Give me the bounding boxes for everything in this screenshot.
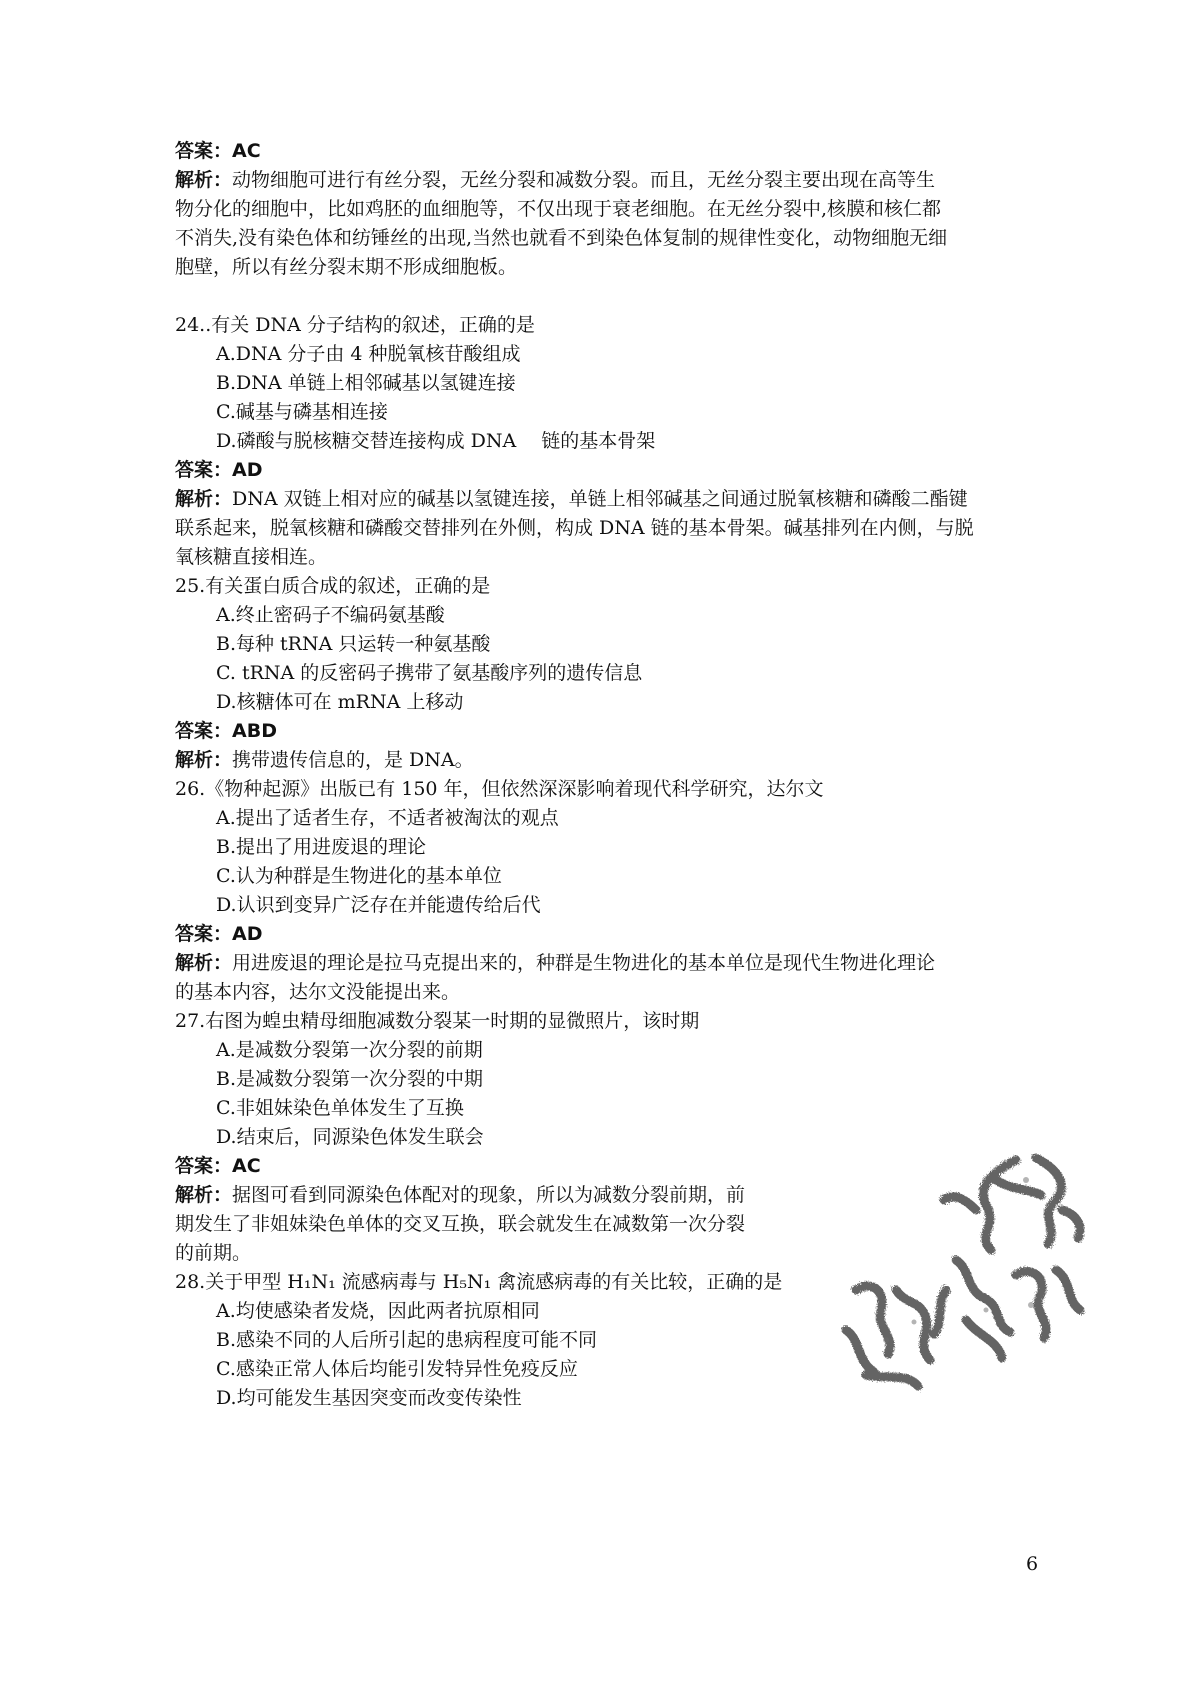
question-24-option-d: D.磷酸与脱核糖交替连接构成 DNA 链的基本骨架 <box>216 430 656 452</box>
question-25-option-a: A.终止密码子不编码氨基酸 <box>216 604 445 626</box>
answer-23 <box>175 137 261 165</box>
analysis-label: 解析： <box>175 1184 233 1206</box>
analysis-27-line-1 <box>175 1181 745 1209</box>
analysis-text: 用进废退的理论是拉马克提出来的，种群是生物进化的基本单位是现代生物进化理论 <box>232 952 936 974</box>
question-26-stem: 26.《物种起源》出版已有 150 年，但依然深深影响着现代科学研究，达尔文 <box>175 778 824 800</box>
analysis-text: 动物细胞可进行有丝分裂，无丝分裂和减数分裂。而且，无丝分裂主要出现在高等生 <box>232 169 936 191</box>
analysis-label: 解析： <box>175 169 233 191</box>
analysis-23-line-4: 胞壁，所以有丝分裂末期不形成细胞板。 <box>175 256 518 278</box>
answer-label: 答案： <box>175 720 233 742</box>
question-28-option-d: D.均可能发生基因突变而改变传染性 <box>216 1387 522 1409</box>
question-24-option-a: A.DNA 分子由 4 种脱氧核苷酸组成 <box>216 343 521 365</box>
analysis-26-line-1 <box>175 949 935 977</box>
chromosome-micrograph <box>826 1140 1096 1410</box>
question-27-option-b: B.是减数分裂第一次分裂的中期 <box>216 1068 484 1090</box>
question-26-option-b: B.提出了用进废退的理论 <box>216 836 427 858</box>
question-27-option-c: C.非姐妹染色单体发生了互换 <box>216 1097 464 1119</box>
analysis-label: 解析： <box>175 488 233 510</box>
question-24-option-b: B.DNA 单链上相邻碱基以氢键连接 <box>216 372 516 394</box>
question-27-option-d: D.结束后，同源染色体发生联会 <box>216 1126 484 1148</box>
question-26-option-d: D.认识到变异广泛存在并能遗传给后代 <box>216 894 541 916</box>
question-28-option-b: B.感染不同的人后所引起的患病程度可能不同 <box>216 1329 598 1351</box>
answer-24 <box>175 456 263 484</box>
analysis-27-line-3: 的前期。 <box>175 1242 252 1264</box>
answer-label: 答案： <box>175 1155 233 1177</box>
question-27-stem: 27.右图为蝗虫精母细胞减数分裂某一时期的显微照片，该时期 <box>175 1010 700 1032</box>
question-25-stem: 25.有关蛋白质合成的叙述，正确的是 <box>175 575 491 597</box>
question-25-option-d: D.核糖体可在 mRNA 上移动 <box>216 691 464 713</box>
question-24-stem: 24..有关 DNA 分子结构的叙述，正确的是 <box>175 314 535 336</box>
analysis-23-line-2: 物分化的细胞中，比如鸡胚的血细胞等，不仅出现于衰老细胞。在无丝分裂中,核膜和核仁都 <box>175 198 942 220</box>
answer-label: 答案： <box>175 140 233 162</box>
answer-value: AD <box>232 459 263 481</box>
question-28-option-a: A.均使感染者发烧，因此两者抗原相同 <box>216 1300 540 1322</box>
analysis-25-line-1 <box>175 746 474 774</box>
answer-25 <box>175 717 277 745</box>
answer-value: AD <box>232 923 263 945</box>
question-24-option-c: C.碱基与磷基相连接 <box>216 401 388 423</box>
analysis-23-line-1 <box>175 166 935 194</box>
answer-26 <box>175 920 263 948</box>
answer-label: 答案： <box>175 459 233 481</box>
answer-value: AC <box>232 140 261 162</box>
analysis-23-line-3: 不消失,没有染色体和纺锤丝的出现,当然也就看不到染色体复制的规律性变化，动物细胞无细 <box>175 227 948 249</box>
answer-value: AC <box>232 1155 261 1177</box>
analysis-24-line-1 <box>175 485 968 513</box>
analysis-text: DNA 双链上相对应的碱基以氢键连接，单链上相邻碱基之间通过脱氧核糖和磷酸二酯键 <box>232 488 968 510</box>
analysis-label: 解析： <box>175 749 233 771</box>
analysis-24-line-2: 联系起来，脱氧核糖和磷酸交替排列在外侧，构成 DNA 链的基本骨架。碱基排列在内侧，与脱 <box>175 517 974 539</box>
question-28-stem: 28.关于甲型 H₁N₁ 流感病毒与 H₅N₁ 禽流感病毒的有关比较，正确的是 <box>175 1271 783 1293</box>
analysis-text: 据图可看到同源染色体配对的现象，所以为减数分裂前期，前 <box>232 1184 746 1206</box>
question-25-option-c: C. tRNA 的反密码子携带了氨基酸序列的遗传信息 <box>216 662 643 684</box>
question-25-option-b: B.每种 tRNA 只运转一种氨基酸 <box>216 633 491 655</box>
question-26-option-a: A.提出了适者生存，不适者被淘汰的观点 <box>216 807 559 829</box>
analysis-27-line-2: 期发生了非姐妹染色单体的交叉互换，联会就发生在减数第一次分裂 <box>175 1213 746 1235</box>
analysis-24-line-3: 氧核糖直接相连。 <box>175 546 328 568</box>
question-26-option-c: C.认为种群是生物进化的基本单位 <box>216 865 502 887</box>
answer-27 <box>175 1152 261 1180</box>
analysis-26-line-2: 的基本内容，达尔文没能提出来。 <box>175 981 461 1003</box>
answer-label: 答案： <box>175 923 233 945</box>
question-27-option-a: A.是减数分裂第一次分裂的前期 <box>216 1039 483 1061</box>
analysis-label: 解析： <box>175 952 233 974</box>
analysis-text: 携带遗传信息的，是 DNA。 <box>232 749 474 771</box>
page-number: 6 <box>1026 1553 1039 1575</box>
question-28-option-c: C.感染正常人体后均能引发特异性免疫反应 <box>216 1358 578 1380</box>
answer-value: ABD <box>232 720 277 742</box>
